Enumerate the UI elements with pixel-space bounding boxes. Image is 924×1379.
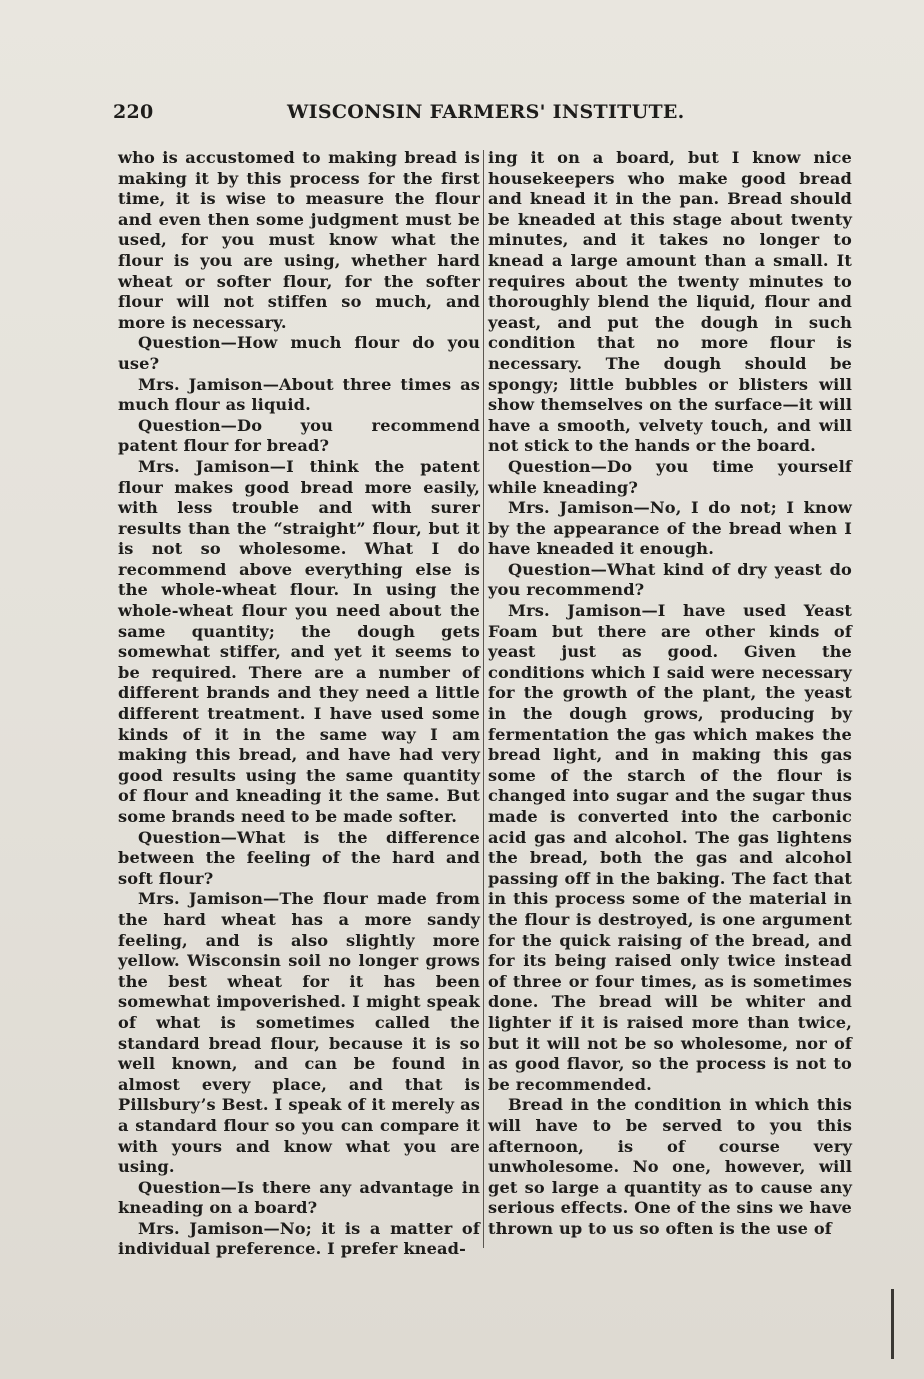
page-edge-mark: [891, 1289, 894, 1359]
paragraph: Mrs. Jamison—No, I do not; I know by the appearance of the bread when I have kneaded it enough.: [488, 498, 852, 559]
paragraph: Question—How much flour do you use?: [118, 333, 480, 373]
paragraph: Question—Do you time yourself while kneading?: [488, 456, 852, 497]
paragraph: Bread in the condition in which this will have to be served to you this afternoon, is of course very unwholesome. No one, however, will get so large a quantity as to cause any serious effects. One of the sins we have thrown up to us so often is the use of: [488, 1095, 852, 1238]
running-head: [113, 101, 685, 131]
paragraph: Question—What kind of dry yeast do you recommend?: [488, 559, 852, 600]
page-number: 220: [113, 101, 154, 123]
paragraph: ing it on a board, but I know nice housekeepers who make good bread and knead it in the pan. Bread should be kneaded at this stage about twenty minutes, and it takes no longer to knead a large amount than a small. It requires about the twenty minutes to thoroughly blend the liquid, flour and yeast, and put the dough in such condition that no more flour is necessary. The dough should be spongy; little bubbles or blisters will show themselves on the surface—it will have a smooth, velvety touch, and will not stick to the hands or the board.: [488, 148, 852, 456]
paragraph: Mrs. Jamison—About three times as much flour as liquid.: [118, 374, 480, 415]
paragraph: Mrs. Jamison—No; it is a matter of individual preference. I prefer knead-: [118, 1218, 480, 1259]
paragraph: Mrs. Jamison—I have used Yeast Foam but there are other kinds of yeast just as good. Given the conditions which I said were necessary for the growth of the plant, the yeast in the dough grows, producing by fermentation the gas which makes the bread light, and in making this gas some of the starch of the flour is changed into sugar and the sugar thus made is converted into the carbonic acid gas and alcohol. The gas lightens the bread, both the gas and alcohol passing off in the baking. The fact that in this process some of the material in the flour is destroyed, is one argument for the quick raising of the bread, and for its being raised only twice instead of three or four times, as is sometimes done. The bread will be whiter and lighter if it is raised more than twice, but it will not be so wholesome, nor of as good flavor, so the process is not to be recommended.: [488, 601, 852, 1094]
paragraph: Question—What is the difference between the feeling of the hard and soft flour?: [118, 827, 480, 888]
paragraph: Mrs. Jamison—I think the patent flour makes good bread more easily, with less trouble and with surer results than the “straight” flour, but it is not so wholesome. What I do recommend above everything else is the whole-wheat flour. In using the whole-wheat flour you need about the same quantity; the dough gets somewhat stiffer, and yet it seems to be required. There are a number of different brands and they need a little different treatment. I have used some kinds of it in the same way I am making this bread, and have had very good results using the same quantity of flour and kneading it the same. But some brands need to be made softer.: [118, 456, 480, 826]
paragraph: Question—Is there any advantage in kneading on a board?: [118, 1177, 480, 1218]
running-title: WISCONSIN FARMERS' INSTITUTE.: [287, 101, 685, 123]
paragraph: Mrs. Jamison—The flour made from the hard wheat has a more sandy feeling, and is also slightly more yellow. Wisconsin soil no longer grows the best wheat for it has been somewhat impoverished. I might speak of what is sometimes called the standard bread flour, because it is so well known, and can be found in almost every place, and that is Pillsbury’s Best. I speak of it merely as a standard flour so you can compare it with yours and know what you are using.: [118, 889, 480, 1177]
right-column: [488, 148, 852, 1239]
paragraph: who is accustomed to making bread is making it by this process for the first time, it is wise to measure the flour and even then some judgment must be used, for you must know what the flour is you are using, whether hard wheat or softer flour, for the softer flour will not stiffen so much, and more is necessary.: [118, 148, 480, 332]
column-divider: [483, 150, 484, 1248]
paragraph: Question—Do you recommend patent flour for bread?: [118, 415, 480, 456]
left-column: [118, 148, 480, 1260]
